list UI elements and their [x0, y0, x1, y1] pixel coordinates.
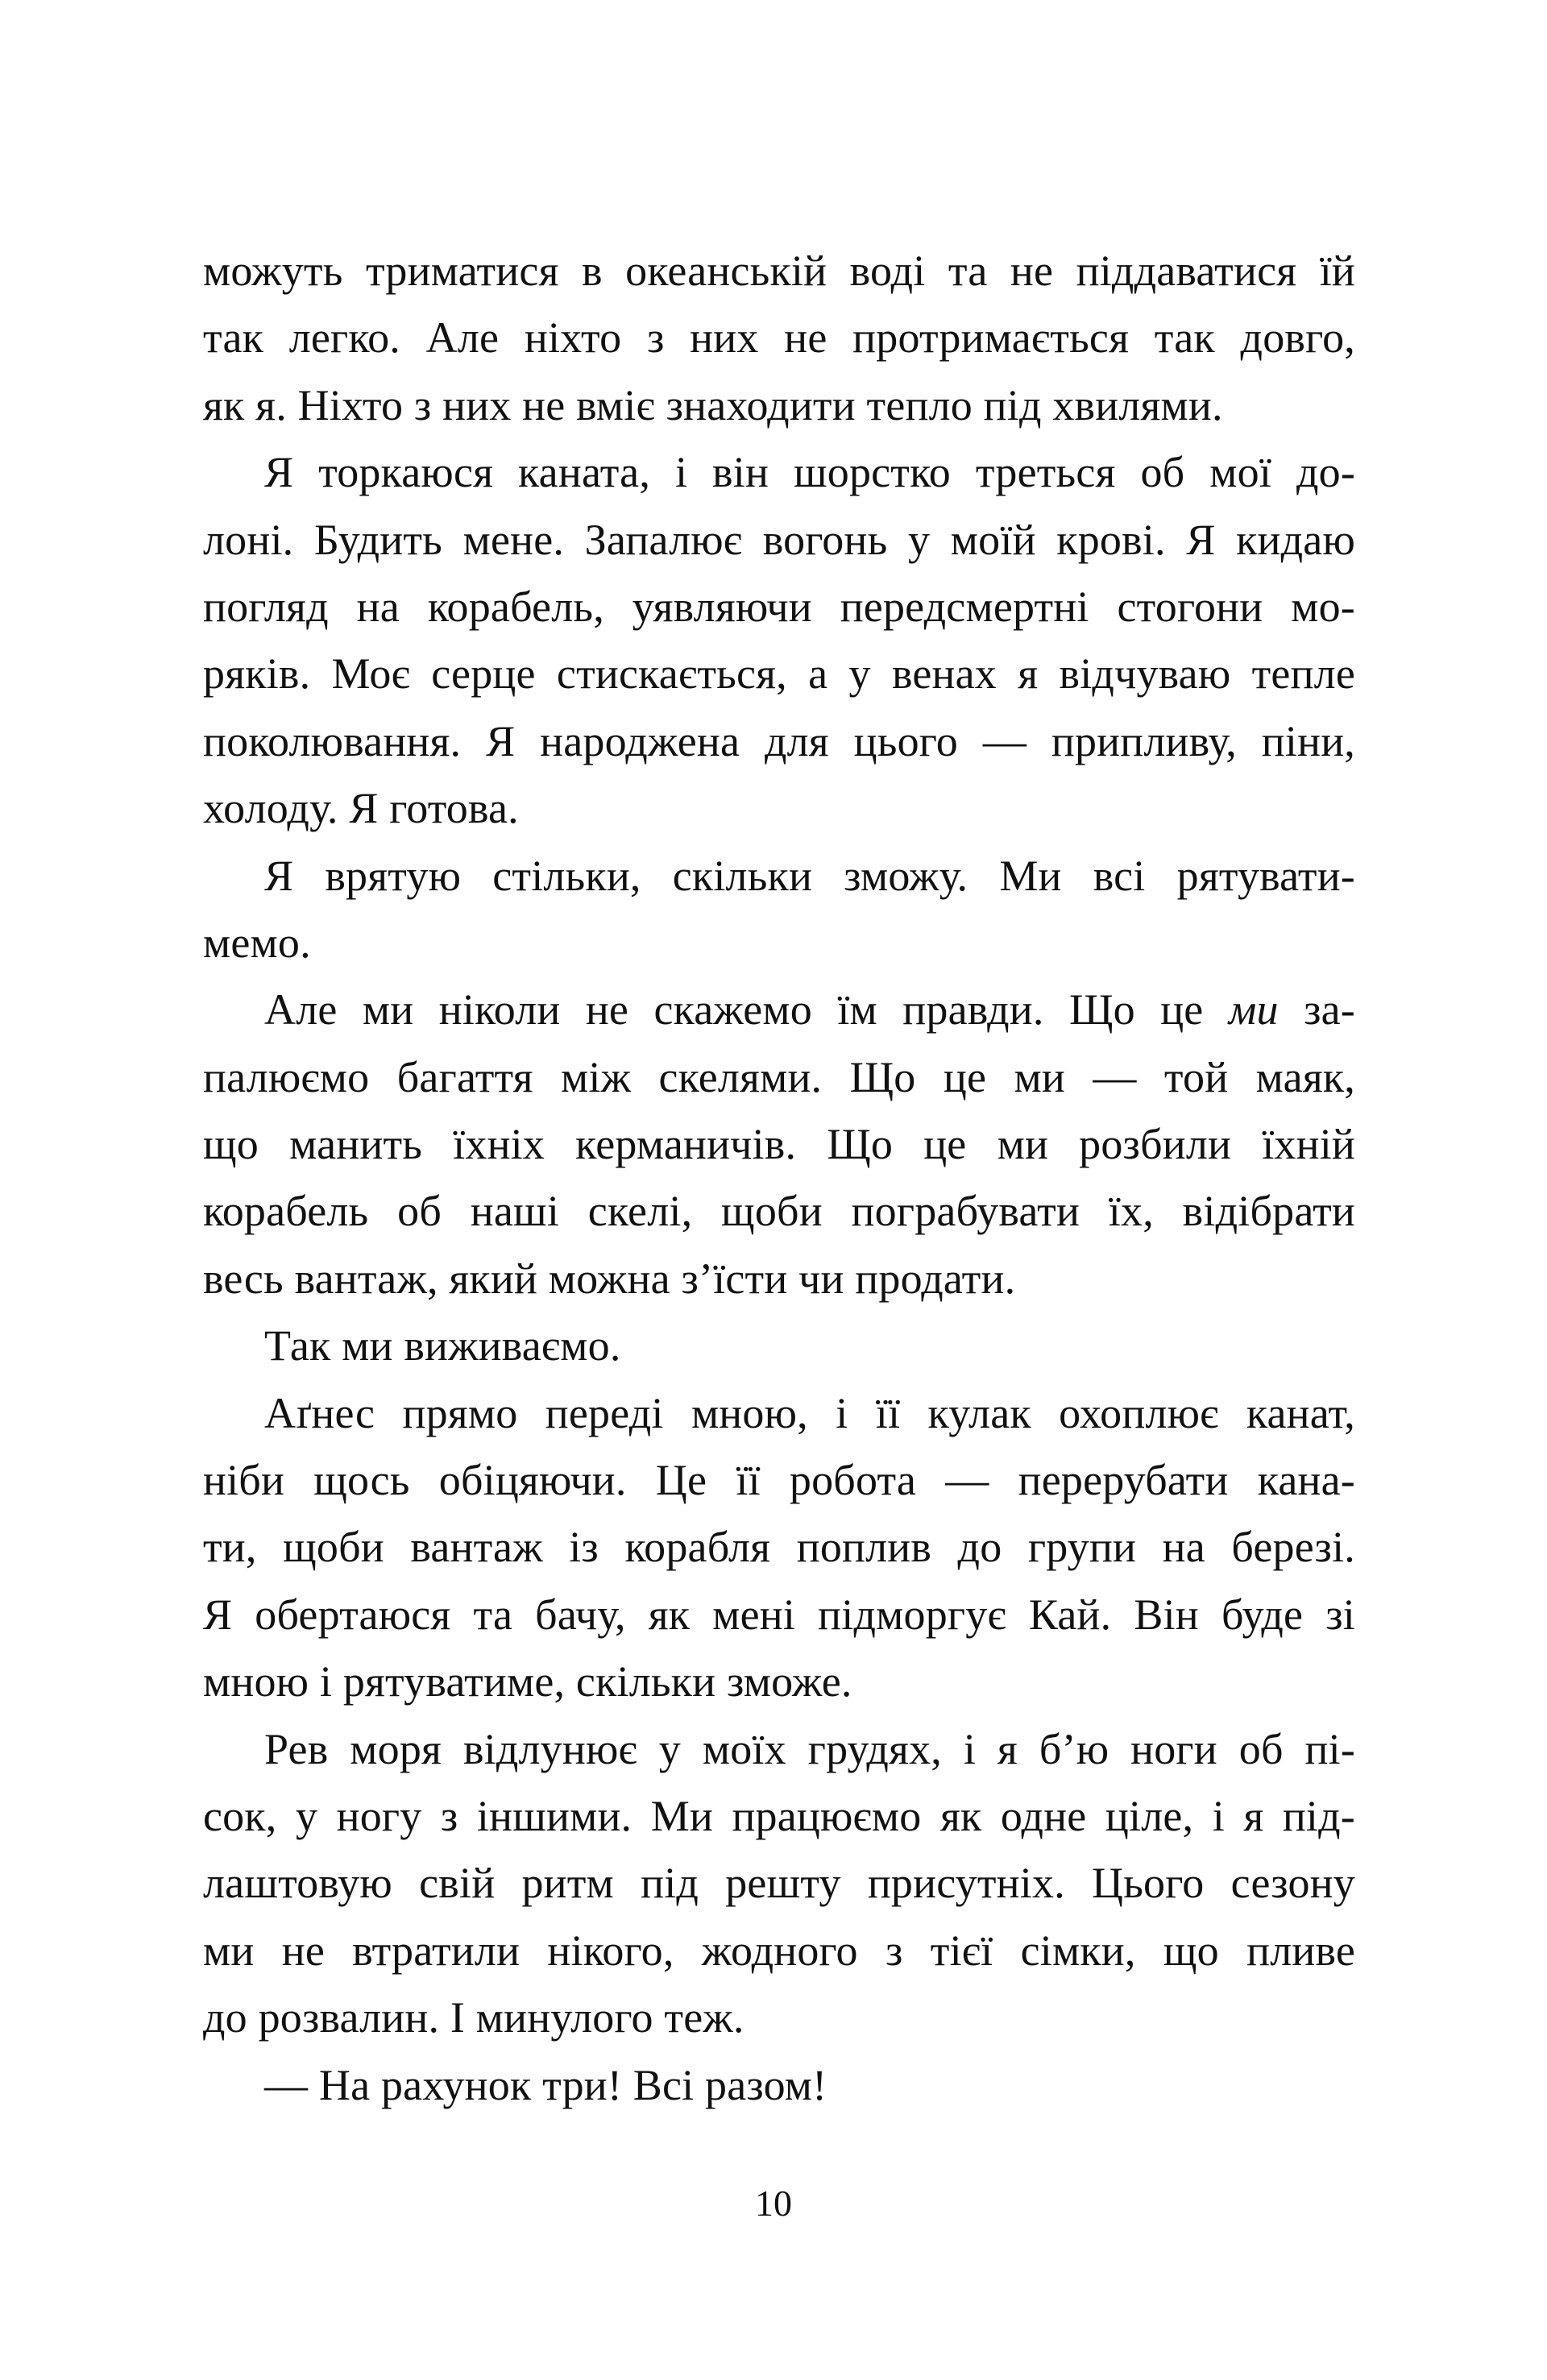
text-line: лаштовую свій ритм під решту присутніх. Цього сезону [203, 1859, 1355, 1908]
text-line-with-emphasis [203, 976, 1355, 1043]
text-line: лоні. Будить мене. Запалює вогонь у моїй крові. Я кидаю [203, 515, 1355, 564]
text-line: Я обертаюся та бачу, як мені підморгує Кай. Він буде зі [203, 1590, 1355, 1639]
text-line: Я врятую стільки, скільки зможу. Ми всі рятувати- [264, 851, 1355, 900]
paragraph [203, 439, 1355, 842]
text-line: поколювання. Я народжена для цього — припливу, піни, [203, 716, 1355, 765]
paragraph-dialogue [203, 2052, 1355, 2119]
text-line: до розвалин. І минулого теж. [203, 1993, 744, 2042]
paragraph [203, 1312, 1355, 1379]
text-line: мемо. [203, 918, 311, 967]
text-line: холоду. Я готова. [203, 784, 519, 833]
text-run: за- [1278, 985, 1355, 1035]
text-run: Але ми ніколи не скажемо їм правди. Що це [264, 985, 1229, 1035]
text-line: корабель об наші скелі, щоби пограбувати їх, відібрати [203, 1187, 1355, 1236]
text-line: мною і рятуватиме, скільки зможе. [203, 1657, 852, 1706]
paragraph [203, 976, 1355, 1312]
paragraph [203, 1380, 1355, 1716]
text-line: ряків. Моє серце стискається, а у венах я відчуваю тепле [203, 649, 1355, 699]
text-line: що манить їхніх керманичів. Що це ми розбили їхній [203, 1120, 1355, 1169]
text-line: Рев моря відлунює у моїх грудях, і я б’ю ноги об пі- [264, 1724, 1355, 1773]
emphasis: ми [1228, 985, 1279, 1035]
text-line: Я торкаюся каната, і він шорстко треться об мої до- [264, 448, 1355, 497]
text-line: ми не втратили нікого, жодного з тієї сімки, що пливе [203, 1926, 1355, 1975]
page-number: 10 [755, 2183, 792, 2224]
text-line: палюємо багаття між скелями. Що це ми — той маяк, [203, 1052, 1355, 1101]
paragraph [203, 238, 1355, 439]
text-line: сок, у ногу з іншими. Ми працюємо як одне ціле, і я під- [203, 1791, 1355, 1840]
paragraph [203, 1716, 1355, 2052]
dialogue-line: — На рахунок три! Всі разом! [264, 2060, 827, 2109]
text-line: погляд на корабель, уявляючи передсмертні стогони мо- [203, 582, 1355, 631]
text-line: Аґнес прямо переді мною, і її кулак охоплює канат, [264, 1388, 1355, 1437]
text-line: Так ми виживаємо. [264, 1321, 621, 1370]
text-line: як я. Ніхто з них не вміє знаходити тепло під хвилями. [203, 380, 1223, 429]
text-line: ти, щоби вантаж із корабля поплив до групи на березі. [203, 1523, 1355, 1572]
text-line: так легко. Але ніхто з них не протримається так довго, [203, 313, 1355, 363]
text-line: весь вантаж, який можна з’їсти чи продати. [203, 1254, 1016, 1303]
text-line: ніби щось обіцяючи. Це її робота — перерубати кана- [203, 1456, 1355, 1505]
paragraph [203, 843, 1355, 977]
text-line: можуть триматися в океанській воді та не піддаватися їй [203, 247, 1355, 295]
body-text [203, 238, 1355, 2119]
